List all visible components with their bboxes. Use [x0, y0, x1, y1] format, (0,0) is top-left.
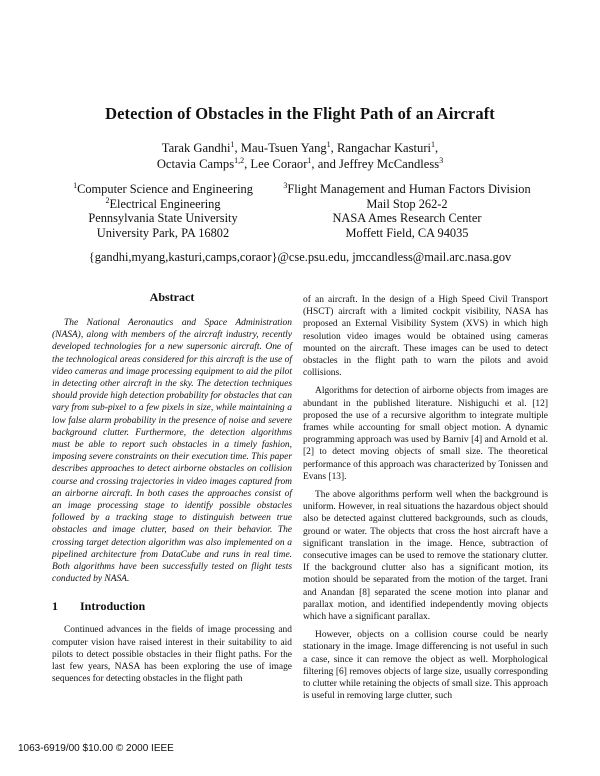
section-heading-introduction: [52, 599, 292, 614]
author-emails: {gandhi,myang,kasturi,camps,coraor}@cse.psu.edu, jmccandless@mail.arc.nasa.gov: [88, 250, 512, 264]
author-name: , and Jeffrey McCandless: [311, 157, 440, 171]
abstract-heading: Abstract: [149, 290, 195, 304]
paper-title: Detection of Obstacles in the Flight Path of an Aircraft: [105, 104, 495, 123]
affiliation-line: [58, 197, 268, 212]
affiliation-line: University Park, PA 16802: [96, 225, 230, 240]
affiliation-text: Electrical Engineering: [109, 196, 221, 211]
body-paragraph: The above algorithms perform well when the background is uniform. However, in real situations the hazardous object should also be detected against cluttered backgrounds, such as clouds, ground or water. The objects that cross the host aircraft have a significant translation in the image. Hence, subtraction of consecutive images can be used to remove the stationary clutter. If the background clutter also has a significant motion, its motion should be separated from the motion of the target. Irani and Anandan [8] separated the scene motion into planar and parallax motion, and identified independently moving objects which have a significant parallax.: [303, 490, 548, 623]
affil-sup: 1: [73, 180, 78, 190]
author-separator: ,: [435, 141, 439, 155]
affiliation-line: NASA Ames Research Center: [332, 211, 482, 226]
author-affil-sup: 1: [431, 139, 436, 149]
intro-paragraph: Continued advances in the fields of image processing and computer vision have raised interest in their suitability to aid pilots to detect possible obstacles in their flight paths. For the last few years, NASA has been exploring the use of image sequences for detecting obstacles in the flight path: [52, 625, 292, 685]
affiliation-line: Pennsylvania State University: [88, 211, 238, 226]
section-number: 1: [52, 599, 58, 614]
affiliation-line: Mail Stop 262-2: [366, 196, 448, 211]
affil-sup: 2: [105, 195, 110, 205]
body-paragraph: However, objects on a collision course could be nearly stationary in the image. Image differencing is not useful in such a case, since it can remove the object as well. Morphological filtering [6] removes objects of large size, usually corresponding to clutter while retaining the objects of small size. This approach is useful in removing large clutter, such: [303, 630, 548, 702]
author-name: , Mau-Tsuen Yang: [234, 141, 327, 155]
author-affil-sup: 3: [439, 155, 444, 165]
affiliation-right: [282, 182, 532, 240]
copyright-footer: 1063-6919/00 $10.00 © 2000 IEEE: [18, 743, 174, 754]
author-line-2: [0, 156, 600, 172]
affiliation-line: Moffett Field, CA 94035: [345, 225, 469, 240]
author-name: Octavia Camps: [156, 157, 235, 171]
section-title: Introduction: [80, 599, 146, 614]
author-affil-sup: 1: [230, 139, 235, 149]
left-column: [52, 290, 292, 691]
author-affil-sup: 1,2: [234, 155, 245, 165]
author-affil-sup: 1: [326, 139, 331, 149]
abstract-text: The National Aeronautics and Space Administration (NASA), along with members of the aircraft industry, recently developed technologies for a new supersonic aircraft. One of the technological areas considered for this aircraft is the use of video cameras and image processing equipment to aid the pilot in detecting other aircraft in the sky. The detection techniques should provide high detection probability for obstacles that can vary from sub-pixel to a few pixels in size, while maintaining a low false alarm probability in the presence of noise and severe background clutter. Furthermore, the detection algorithms must be able to report such obstacles in a timely fashion, imposing severe constraints on their execution time. This paper describes approaches to detect airborne obstacles on collision course and crossing trajectories in video images captured from an airborne aircraft. In both cases the approaches consist of an image processing stage to identify possible obstacles followed by a tracking stage to distinguish between true obstacles and image clutter, based on their behavior. The crossing target detection algorithm was also implemented on a pipelined architecture from DataCube and runs in real time. Both algorithms have been successfully tested on flight tests conducted by NASA.: [52, 318, 292, 585]
body-paragraph: of an aircraft. In the design of a High Speed Civil Transport (HSCT) aircraft with a limited cockpit visibility, NASA has proposed an External Visibility System (XVS) in which high resolution video images would be obtained using cameras mounted on the aircraft. These images can be used to detect obstacles in the flight path to warn the pilots and avoid collisions.: [303, 295, 548, 379]
author-line-1: [0, 140, 600, 156]
author-name: , Rangachar Kasturi: [330, 141, 432, 155]
affiliation-left: [58, 182, 268, 240]
affiliation-line: [58, 182, 268, 197]
affiliation-line: [282, 182, 532, 197]
author-name: Tarak Gandhi: [161, 141, 231, 155]
affil-sup: 3: [283, 180, 288, 190]
body-paragraph: Algorithms for detection of airborne objects from images are abundant in the published literature. Nishiguchi et al. [12] proposed the use of a recursive algorithm to integrate multiple frames while accounting for small object motion. A dynamic programming approach was used by Barniv [4] and Arnold et al. [2] to detect moving objects of small size. The theoretical performance of this approach was characterized by Tonissen and Evans [13].: [303, 386, 548, 482]
author-name: , Lee Coraor: [244, 157, 308, 171]
author-list: [0, 140, 600, 172]
affiliation-text: Computer Science and Engineering: [77, 182, 253, 196]
affiliation-text: Flight Management and Human Factors Division: [287, 182, 531, 196]
right-column: [303, 294, 548, 709]
author-affil-sup: 1: [307, 155, 312, 165]
